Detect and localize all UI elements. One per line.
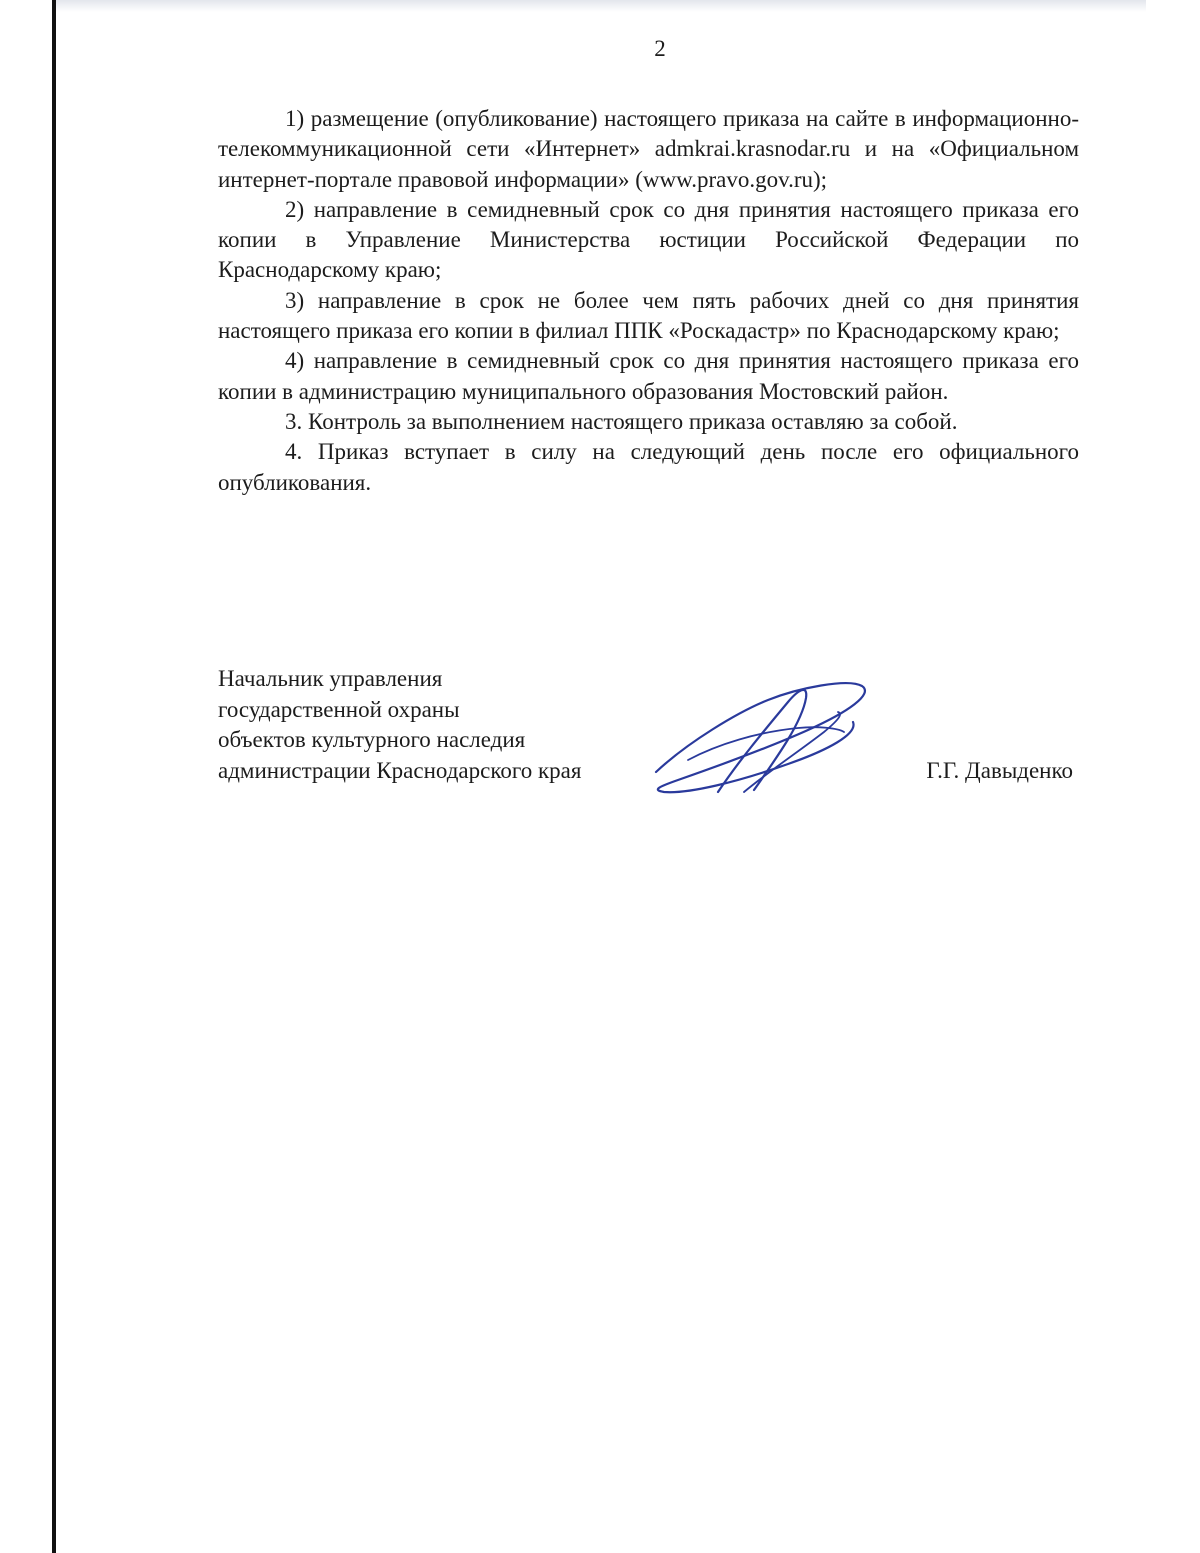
signatory-position-line: государственной охраны: [218, 696, 460, 722]
paragraph-municipal-administration: 4) направление в семидневный срок со дня принятия настоящего приказа его копии в администрацию муниципального образования Мостовский район.: [218, 348, 1079, 404]
scan-top-shadow: [56, 0, 1146, 12]
paragraph-control: 3. Контроль за выполнением настоящего приказа оставляю за собой.: [285, 408, 958, 434]
signature-stroke: [656, 683, 865, 792]
signatory-position: [218, 664, 581, 786]
paragraph-publication: 1) размещение (опубликование) настоящего приказа на сайте в информационно-телекоммуникационной сети «Интернет» admkrai.krasnodar.ru и на «Официальном интернет-портале правовой информации» (www.pravo.gov.ru);: [218, 106, 1079, 192]
signature-block: [218, 664, 1079, 804]
page-number: 2: [654, 36, 666, 61]
signatory-position-line: Начальник управления: [218, 666, 443, 691]
scan-left-edge: [52, 0, 56, 1553]
document-body: [218, 104, 1079, 498]
signature-stroke: [688, 727, 844, 760]
signatory-position-line: объектов культурного наследия: [218, 727, 526, 752]
handwritten-signature: [648, 672, 878, 802]
paragraph-ministry-justice: 2) направление в семидневный срок со дня принятия настоящего приказа его копии в Управление Министерства юстиции Российской Федерации по Краснодарскому краю;: [218, 196, 1079, 283]
signatory-name: Г.Г. Давыденко: [926, 758, 1073, 783]
signatory-position-line: администрации Краснодарского края: [218, 757, 582, 783]
paragraph-roskadastr: 3) направление в срок не более чем пять рабочих дней со дня принятия настоящего приказа его копии в филиал ППК «Роскадастр» по Краснодарскому краю;: [218, 287, 1079, 344]
signature-stroke: [744, 712, 840, 792]
paragraph-effective-date: 4. Приказ вступает в силу на следующий день после его официального опубликования.: [218, 439, 1079, 495]
